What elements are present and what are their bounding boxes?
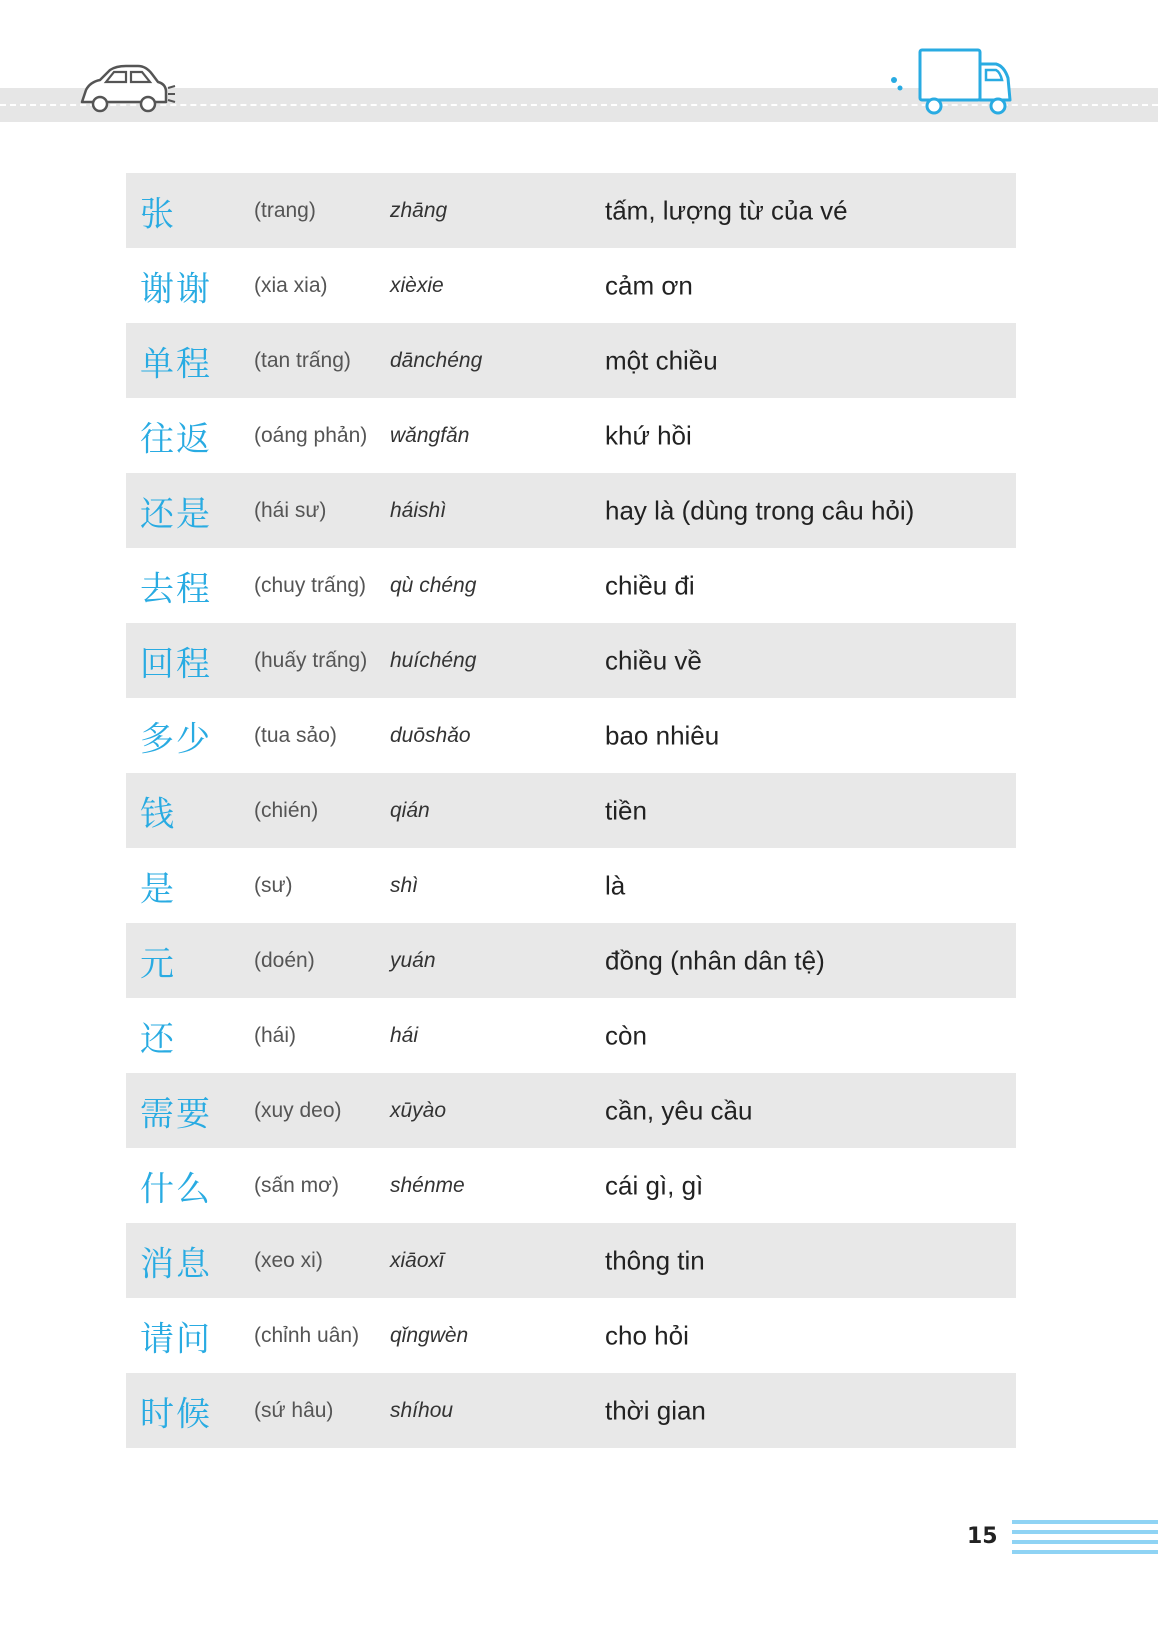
vocab-row xyxy=(126,473,1016,548)
vocab-meaning: còn xyxy=(605,1020,647,1050)
vocab-viet-pronunciation: (hái sư) xyxy=(254,498,327,522)
vocab-meaning: cái gì, gì xyxy=(605,1170,704,1200)
vocab-pinyin: háishì xyxy=(390,498,447,522)
vocab-hanzi: 还是 xyxy=(140,494,212,534)
vocab-pinyin: yuán xyxy=(390,948,436,972)
vocab-meaning: cảm ơn xyxy=(605,270,693,300)
page-number-accent-lines xyxy=(1012,1520,1158,1560)
vocab-row xyxy=(126,1073,1016,1148)
vocab-meaning: cần, yêu cầu xyxy=(605,1095,753,1125)
vocab-meaning: tấm, lượng từ của vé xyxy=(605,195,848,225)
vocab-row xyxy=(126,548,1016,623)
vocab-viet-pronunciation: (sấn mơ) xyxy=(254,1173,339,1197)
vocab-viet-pronunciation: (doén) xyxy=(254,948,315,972)
vocab-viet-pronunciation: (sứ hâu) xyxy=(254,1398,334,1422)
vocab-hanzi: 往返 xyxy=(140,419,212,459)
car-icon xyxy=(76,60,176,120)
vocab-pinyin: hái xyxy=(390,1023,419,1047)
vocab-row xyxy=(126,623,1016,698)
vocab-meaning: là xyxy=(605,870,626,900)
vocab-meaning: một chiều xyxy=(605,345,718,375)
vocab-viet-pronunciation: (huấy trấng) xyxy=(254,648,368,672)
vocab-meaning: hay là (dùng trong câu hỏi) xyxy=(605,495,915,525)
vocab-row xyxy=(126,398,1016,473)
vocab-viet-pronunciation: (hái) xyxy=(254,1023,297,1047)
vocab-hanzi: 多少 xyxy=(140,719,212,759)
vocab-pinyin: qián xyxy=(390,798,430,822)
vocab-viet-pronunciation: (sư) xyxy=(254,873,293,897)
vocab-row xyxy=(126,1148,1016,1223)
vocab-pinyin: xiāoxī xyxy=(390,1248,444,1272)
vocab-hanzi: 去程 xyxy=(140,569,212,609)
vocab-row xyxy=(126,773,1016,848)
vocab-hanzi: 张 xyxy=(140,194,176,234)
vocab-pinyin: qù chéng xyxy=(390,573,477,597)
vocab-pinyin: qǐngwèn xyxy=(390,1323,469,1347)
vocab-row xyxy=(126,1373,1016,1448)
vocab-hanzi: 需要 xyxy=(140,1094,212,1134)
vocab-meaning: cho hỏi xyxy=(605,1320,689,1350)
vocab-hanzi: 钱 xyxy=(140,794,176,834)
vocab-hanzi: 回程 xyxy=(140,644,212,684)
vocab-viet-pronunciation: (xia xia) xyxy=(254,273,328,297)
vocab-meaning: thông tin xyxy=(605,1245,705,1275)
vocab-meaning: tiền xyxy=(605,795,647,825)
vocab-viet-pronunciation: (xuy deo) xyxy=(254,1098,342,1122)
vocab-hanzi: 时候 xyxy=(140,1394,212,1434)
vocab-viet-pronunciation: (xeo xi) xyxy=(254,1248,323,1272)
vocab-viet-pronunciation: (chỉnh uân) xyxy=(254,1323,360,1347)
vocab-meaning: chiều đi xyxy=(605,570,695,600)
truck-icon xyxy=(888,46,1018,122)
vocab-row xyxy=(126,323,1016,398)
vocab-pinyin: shì xyxy=(390,873,419,897)
vocab-viet-pronunciation: (oáng phản) xyxy=(254,423,368,447)
vocab-hanzi: 元 xyxy=(140,944,176,984)
vocab-meaning: bao nhiêu xyxy=(605,720,720,750)
vocab-viet-pronunciation: (chién) xyxy=(254,798,319,822)
vocab-hanzi: 还 xyxy=(140,1019,176,1059)
vocab-pinyin: huíchéng xyxy=(390,648,477,672)
page-number: 15 xyxy=(967,1524,998,1549)
vocab-viet-pronunciation: (trang) xyxy=(254,198,316,222)
vocab-meaning: đồng (nhân dân tệ) xyxy=(605,945,825,975)
vocab-viet-pronunciation: (tua sảo) xyxy=(254,723,337,747)
vocab-pinyin: xūyào xyxy=(390,1098,447,1122)
vocab-meaning: chiều về xyxy=(605,645,702,675)
vocab-pinyin: shíhou xyxy=(390,1398,454,1422)
vocab-hanzi: 消息 xyxy=(140,1244,212,1284)
vocab-row xyxy=(126,998,1016,1073)
vocab-row xyxy=(126,698,1016,773)
vocab-hanzi: 谢谢 xyxy=(140,269,212,309)
vocab-pinyin: xièxie xyxy=(390,273,444,297)
vocab-pinyin: dānchéng xyxy=(390,348,483,372)
vocabulary-table xyxy=(126,173,1016,1448)
vocab-pinyin: zhāng xyxy=(390,198,448,222)
vocab-hanzi: 单程 xyxy=(140,344,212,384)
vocab-pinyin: wǎngfǎn xyxy=(390,423,470,447)
vocab-viet-pronunciation: (chuy trấng) xyxy=(254,573,367,597)
vocab-row xyxy=(126,248,1016,323)
vocab-hanzi: 请问 xyxy=(140,1319,212,1359)
vocab-row xyxy=(126,923,1016,998)
vocab-row xyxy=(126,1223,1016,1298)
vocab-hanzi: 什么 xyxy=(140,1169,212,1209)
vocab-pinyin: shénme xyxy=(390,1173,465,1197)
vocab-row xyxy=(126,1298,1016,1373)
vocab-row xyxy=(126,173,1016,248)
vocab-viet-pronunciation: (tan trấng) xyxy=(254,348,351,372)
vocab-meaning: thời gian xyxy=(605,1395,706,1425)
vocab-meaning: khứ hồi xyxy=(605,420,692,450)
vocab-hanzi: 是 xyxy=(140,869,176,909)
vocab-row xyxy=(126,848,1016,923)
vocab-pinyin: duōshǎo xyxy=(390,723,471,747)
